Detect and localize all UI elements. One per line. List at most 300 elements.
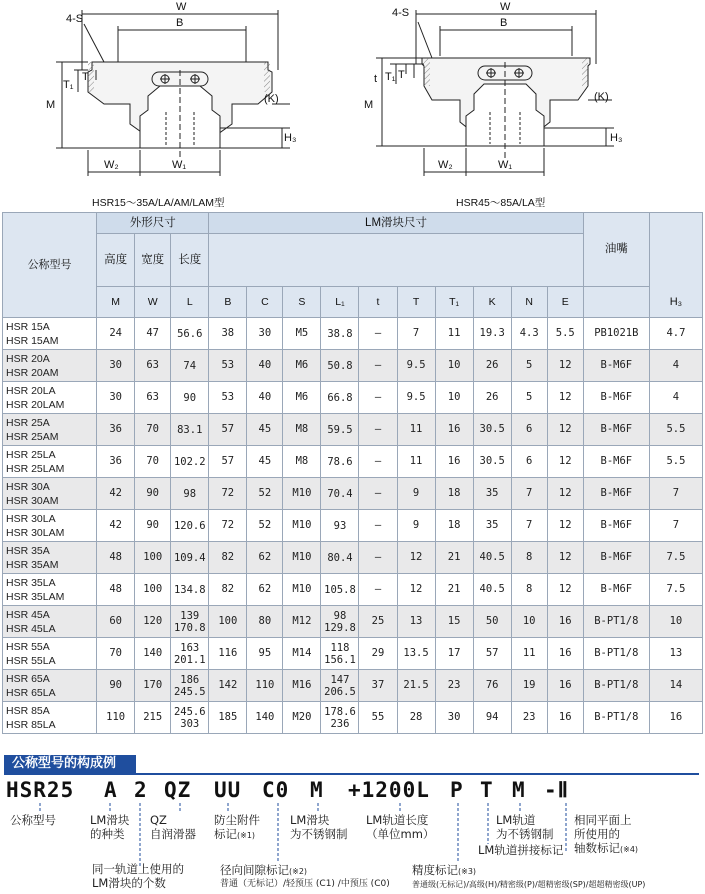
cell-t: 28 <box>397 702 435 734</box>
model-name: HSR 35AM <box>6 558 59 571</box>
table-row <box>3 350 703 382</box>
model-name: HSR 25LAM <box>6 462 65 475</box>
cell-k: 40.5 <box>473 542 511 574</box>
cell-oil: B-M6F <box>583 574 649 606</box>
cell-value: 201.1 <box>173 653 206 666</box>
cell-t: 55 <box>359 702 397 734</box>
symbol-B: B <box>209 287 247 318</box>
cell-l <box>171 574 209 606</box>
cell-b: 82 <box>209 542 247 574</box>
left-b-label: B <box>176 17 184 29</box>
explain-seal <box>214 813 260 843</box>
cell-l1 <box>321 542 359 574</box>
right-k-label: (K) <box>594 91 609 103</box>
cell-t: 13 <box>397 606 435 638</box>
cell-n: 8 <box>511 542 547 574</box>
cell-k: 30.5 <box>473 414 511 446</box>
cell-model <box>3 414 97 446</box>
cell-t: 9.5 <box>397 350 435 382</box>
cell-b: 100 <box>209 606 247 638</box>
cell-t1: 17 <box>435 638 473 670</box>
right-w1-label: W₁ <box>498 159 513 171</box>
cell-l1 <box>321 702 359 734</box>
cell-oil: B-M6F <box>583 478 649 510</box>
cell-e: 12 <box>547 478 583 510</box>
code-title-underline <box>4 773 699 775</box>
symbol-K: K <box>473 287 511 318</box>
cell-s: M5 <box>283 318 321 350</box>
explain-joint-rail: LM轨道拼接标记 <box>478 843 564 857</box>
explain-clearance <box>220 863 390 890</box>
cell-n: 5 <box>511 350 547 382</box>
cell-h3: 4.7 <box>649 318 702 350</box>
right-m-label: M <box>364 99 374 111</box>
cell-m: 48 <box>97 574 135 606</box>
cell-h3: 7 <box>649 478 702 510</box>
left-w2-label: W₂ <box>104 159 119 171</box>
cell-l1 <box>321 318 359 350</box>
cell-t: 9.5 <box>397 382 435 414</box>
block-dimensions-header: LM滑块尺寸 <box>209 213 583 234</box>
cell-m: 30 <box>97 382 135 414</box>
cell-h3: 7 <box>649 510 702 542</box>
model-name: HSR 30LA <box>6 512 56 525</box>
explain-rail-length-line2: （单位mm） <box>366 827 435 841</box>
outer-dimensions-header: 外形尺寸 <box>97 213 209 234</box>
cell-e: 16 <box>547 670 583 702</box>
cell-w: 120 <box>135 606 171 638</box>
cell-c: 45 <box>247 414 283 446</box>
left-4s-label: 4-S <box>66 13 84 25</box>
cell-k: 30.5 <box>473 446 511 478</box>
cell-k: 50 <box>473 606 511 638</box>
cell-model <box>3 318 97 350</box>
code-token-stainless-block: M <box>310 778 324 802</box>
cell-model <box>3 638 97 670</box>
cell-value: 147 <box>330 673 350 686</box>
cell-t1: 18 <box>435 510 473 542</box>
right-b-label: B <box>500 17 508 29</box>
explain-block-count-line1: 同一轨道上使用的 <box>92 862 184 876</box>
cell-n: 10 <box>511 606 547 638</box>
cell-t1: 16 <box>435 414 473 446</box>
cell-k: 26 <box>473 382 511 414</box>
explain-block-type-line2: 的种类 <box>90 827 125 841</box>
explain-clearance-detail: 普通（无标记）/轻预压 (C1) /中预压 (C0) <box>220 879 390 889</box>
cell-b: 82 <box>209 574 247 606</box>
table-row <box>3 574 703 606</box>
right-t-label: T <box>398 69 405 81</box>
symbol-E: E <box>547 287 583 318</box>
explain-rail-length <box>366 813 434 841</box>
cell-l <box>171 414 209 446</box>
explain-accuracy-note: (※3) <box>458 867 477 876</box>
cell-c: 95 <box>247 638 283 670</box>
cell-c: 110 <box>247 670 283 702</box>
explain-parallel-text: 轴数标记 <box>574 841 620 855</box>
cell-oil: B-M6F <box>583 382 649 414</box>
cell-t1: 23 <box>435 670 473 702</box>
explain-block-type <box>90 813 129 841</box>
cell-k: 94 <box>473 702 511 734</box>
model-name: HSR 20LA <box>6 384 56 397</box>
cell-oil: B-PT1/8 <box>583 670 649 702</box>
cell-n: 4.3 <box>511 318 547 350</box>
left-w-label: W <box>176 1 187 13</box>
cell-w: 63 <box>135 382 171 414</box>
explain-block-count <box>92 862 184 890</box>
cell-e: 16 <box>547 606 583 638</box>
cell-value: 303 <box>180 717 200 730</box>
model-header: 公称型号 <box>3 213 97 318</box>
cell-b: 53 <box>209 350 247 382</box>
cell-b: 142 <box>209 670 247 702</box>
cell-t: — <box>359 510 397 542</box>
explain-qz <box>150 813 196 841</box>
cell-m: 42 <box>97 478 135 510</box>
cell-s: M10 <box>283 574 321 606</box>
cell-h3: 4 <box>649 382 702 414</box>
cell-l <box>171 702 209 734</box>
explain-clearance-text: 径向间隙标记 <box>220 863 289 877</box>
cell-t: — <box>359 478 397 510</box>
explain-accuracy-detail: 普通级(无标记)/高级(H)/精密级(P)/超精密级(SP)/超超精密级(UP) <box>412 880 646 889</box>
cell-t: — <box>359 414 397 446</box>
cell-c: 40 <box>247 382 283 414</box>
right-w2-label: W₂ <box>438 159 453 171</box>
cell-model <box>3 350 97 382</box>
cell-l <box>171 382 209 414</box>
cell-w: 70 <box>135 414 171 446</box>
cell-t1: 21 <box>435 542 473 574</box>
cell-value: 105.8 <box>324 583 356 596</box>
table-row <box>3 510 703 542</box>
cell-l <box>171 510 209 542</box>
table-row <box>3 638 703 670</box>
cell-n: 11 <box>511 638 547 670</box>
model-name: HSR 85LA <box>6 718 56 731</box>
cell-w: 47 <box>135 318 171 350</box>
cell-t: — <box>359 542 397 574</box>
cell-oil: B-PT1/8 <box>583 606 649 638</box>
explain-qz-line2: 自润滑器 <box>150 827 196 841</box>
cell-l1 <box>321 574 359 606</box>
table-row <box>3 414 703 446</box>
right-cross-section <box>376 10 614 176</box>
cell-m: 36 <box>97 446 135 478</box>
cell-value: 134.8 <box>173 583 206 596</box>
cell-l <box>171 446 209 478</box>
code-token-seal: UU <box>214 778 242 802</box>
cell-e: 12 <box>547 382 583 414</box>
code-token-model: HSR25 <box>6 778 75 802</box>
cell-l <box>171 638 209 670</box>
cell-value: 83.1 <box>177 423 203 436</box>
cell-value: 93 <box>333 519 347 532</box>
explain-parallel-line1: 相同平面上 <box>574 813 632 827</box>
cell-value: 38.8 <box>327 327 353 340</box>
cell-n: 8 <box>511 574 547 606</box>
cell-value: 186 <box>180 673 200 686</box>
cell-l1 <box>321 446 359 478</box>
left-caption: HSR15～35A/LA/AM/LAM型 <box>92 197 225 209</box>
cell-m: 60 <box>97 606 135 638</box>
cross-section-diagrams <box>0 0 705 212</box>
cell-l1 <box>321 478 359 510</box>
cell-m: 48 <box>97 542 135 574</box>
symbol-S: S <box>283 287 321 318</box>
cell-oil: B-PT1/8 <box>583 638 649 670</box>
symbol-L: L <box>171 287 209 318</box>
cell-value: 118 <box>330 641 350 654</box>
cell-oil: B-M6F <box>583 414 649 446</box>
symbol-M: M <box>97 287 135 318</box>
cell-c: 80 <box>247 606 283 638</box>
left-h3-label: H₃ <box>284 132 297 144</box>
cell-t1: 30 <box>435 702 473 734</box>
code-token-clearance: C0 <box>262 778 290 802</box>
cell-l1 <box>321 382 359 414</box>
explain-accuracy-line1 <box>412 863 645 879</box>
cell-l1 <box>321 670 359 702</box>
table-row <box>3 318 703 350</box>
model-name: HSR 55A <box>6 640 50 653</box>
cell-c: 52 <box>247 510 283 542</box>
cell-value: 66.8 <box>327 391 353 404</box>
cell-value: 80.4 <box>327 551 353 564</box>
explain-rail-length-line1: LM轨道长度 <box>366 813 429 827</box>
cell-b: 57 <box>209 446 247 478</box>
explain-stainless-block-line1: LM滑块 <box>290 813 330 827</box>
cell-m: 42 <box>97 510 135 542</box>
cell-k: 26 <box>473 350 511 382</box>
cell-h3: 5.5 <box>649 414 702 446</box>
cell-t: 9 <box>397 478 435 510</box>
left-cross-section <box>56 10 290 176</box>
model-name: HSR 20LAM <box>6 398 65 411</box>
model-name: HSR 45A <box>6 608 50 621</box>
cell-model <box>3 574 97 606</box>
code-token-stainless-rail: M <box>512 778 526 802</box>
cell-t: 37 <box>359 670 397 702</box>
cell-k: 19.3 <box>473 318 511 350</box>
cell-m: 36 <box>97 414 135 446</box>
cell-value: 109.4 <box>173 551 206 564</box>
cell-s: M10 <box>283 510 321 542</box>
cell-s: M12 <box>283 606 321 638</box>
cell-l <box>171 670 209 702</box>
cell-w: 100 <box>135 574 171 606</box>
right-h3-label: H₃ <box>610 132 623 144</box>
cell-m: 30 <box>97 350 135 382</box>
symbol-T: T <box>397 287 435 318</box>
cell-h3: 4 <box>649 350 702 382</box>
model-name: HSR 25LA <box>6 448 56 461</box>
cell-oil: B-M6F <box>583 542 649 574</box>
table-row <box>3 542 703 574</box>
cell-e: 12 <box>547 350 583 382</box>
cell-value: 120.6 <box>173 519 206 532</box>
cell-oil: B-PT1/8 <box>583 702 649 734</box>
cell-model <box>3 446 97 478</box>
cell-b: 116 <box>209 638 247 670</box>
cell-value: 163 <box>180 641 200 654</box>
width-header: 宽度 <box>135 234 171 287</box>
cell-l1 <box>321 510 359 542</box>
cell-c: 62 <box>247 542 283 574</box>
right-4s-label: 4-S <box>392 7 410 19</box>
cell-value: 70.4 <box>327 487 353 500</box>
cell-k: 57 <box>473 638 511 670</box>
cell-value: 98 <box>333 609 347 622</box>
model-name: HSR 20A <box>6 352 50 365</box>
cell-m: 24 <box>97 318 135 350</box>
cell-s: M8 <box>283 414 321 446</box>
cell-b: 53 <box>209 382 247 414</box>
explain-stainless-block-line2: 为不锈钢制 <box>290 827 348 841</box>
explain-clearance-line1 <box>220 863 390 879</box>
cell-t: 13.5 <box>397 638 435 670</box>
oil-symbol-blank <box>583 287 649 318</box>
model-name: HSR 85A <box>6 704 50 717</box>
cell-e: 5.5 <box>547 318 583 350</box>
table-row <box>3 446 703 478</box>
code-token-block-count: 2 <box>134 778 148 802</box>
cell-model <box>3 382 97 414</box>
cell-value: 50.8 <box>327 359 353 372</box>
explain-accuracy <box>412 863 645 890</box>
cell-value: 236 <box>330 717 350 730</box>
table-row <box>3 478 703 510</box>
cell-value: 245.6 <box>173 705 206 718</box>
table-row <box>3 606 703 638</box>
cell-oil: B-M6F <box>583 446 649 478</box>
cell-oil: B-M6F <box>583 350 649 382</box>
cell-w: 170 <box>135 670 171 702</box>
cell-l <box>171 606 209 638</box>
cell-h3: 7.5 <box>649 542 702 574</box>
code-example-title: 公称型号的构成例 <box>4 755 136 773</box>
cell-e: 12 <box>547 446 583 478</box>
symbol-N: N <box>511 287 547 318</box>
cell-w: 70 <box>135 446 171 478</box>
explain-seal-line1: 防尘附件 <box>214 813 260 827</box>
cell-m: 90 <box>97 670 135 702</box>
cell-w: 100 <box>135 542 171 574</box>
cell-value: 56.6 <box>177 327 203 340</box>
code-token-block-type: A <box>104 778 118 802</box>
oil-nipple-header: 油嘴 <box>583 213 649 287</box>
cell-model <box>3 702 97 734</box>
cell-n: 6 <box>511 446 547 478</box>
cell-value: 170.8 <box>173 621 206 634</box>
cell-s: M6 <box>283 350 321 382</box>
model-name: HSR 25A <box>6 416 50 429</box>
model-name: HSR 35LA <box>6 576 56 589</box>
cell-c: 40 <box>247 350 283 382</box>
model-name: HSR 55LA <box>6 654 56 667</box>
explain-clearance-note: (※2) <box>289 867 308 876</box>
model-name: HSR 45LA <box>6 622 56 635</box>
cell-t: 9 <box>397 510 435 542</box>
cell-l <box>171 318 209 350</box>
cell-value: 78.6 <box>327 455 353 468</box>
explain-seal-text: 标记 <box>214 827 237 841</box>
cell-t: — <box>359 574 397 606</box>
cell-w: 140 <box>135 638 171 670</box>
cell-n: 19 <box>511 670 547 702</box>
code-token-accuracy: P <box>450 778 464 802</box>
cell-t: — <box>359 382 397 414</box>
left-t-label: T <box>82 71 89 83</box>
cell-t: 25 <box>359 606 397 638</box>
cell-k: 35 <box>473 510 511 542</box>
model-name: HSR 15A <box>6 320 50 333</box>
h3-header: H₃ <box>649 213 702 318</box>
cell-m: 70 <box>97 638 135 670</box>
cell-t1: 10 <box>435 350 473 382</box>
cell-l <box>171 478 209 510</box>
cell-model <box>3 606 97 638</box>
model-name: HSR 35LAM <box>6 590 65 603</box>
cell-t: 7 <box>397 318 435 350</box>
cell-oil: PB1021B <box>583 318 649 350</box>
cell-t1: 10 <box>435 382 473 414</box>
cell-value: 139 <box>180 609 200 622</box>
cell-value: 90 <box>183 391 197 404</box>
cell-s: M10 <box>283 542 321 574</box>
cell-n: 5 <box>511 382 547 414</box>
cell-t1: 21 <box>435 574 473 606</box>
cell-l1 <box>321 638 359 670</box>
cell-t: 11 <box>397 414 435 446</box>
symbol-L1: L₁ <box>321 287 359 318</box>
explain-block-count-line2: LM滑块的个数 <box>92 876 166 890</box>
cell-l1 <box>321 414 359 446</box>
explain-stainless-rail <box>496 813 554 841</box>
cell-e: 12 <box>547 574 583 606</box>
table-row <box>3 670 703 702</box>
cell-h3: 13 <box>649 638 702 670</box>
cell-h3: 10 <box>649 606 702 638</box>
model-name: HSR 25AM <box>6 430 59 443</box>
cell-t1: 15 <box>435 606 473 638</box>
specifications-body <box>3 318 703 734</box>
explain-seal-note: (※1) <box>237 831 256 840</box>
cell-c: 45 <box>247 446 283 478</box>
cell-h3: 7.5 <box>649 574 702 606</box>
code-token-rail-length: +1200L <box>348 778 430 802</box>
explain-stainless-block <box>290 813 348 841</box>
cell-c: 52 <box>247 478 283 510</box>
cell-t: — <box>359 446 397 478</box>
cell-t: — <box>359 350 397 382</box>
left-t1-label: T₁ <box>63 79 74 91</box>
cell-l <box>171 542 209 574</box>
cell-value: 74 <box>183 359 197 372</box>
model-name: HSR 20AM <box>6 366 59 379</box>
cell-s: M8 <box>283 446 321 478</box>
cell-l <box>171 350 209 382</box>
cell-e: 12 <box>547 542 583 574</box>
explain-stainless-rail-line2: 为不锈钢制 <box>496 827 554 841</box>
cell-model <box>3 542 97 574</box>
cell-s: M6 <box>283 382 321 414</box>
cell-e: 16 <box>547 702 583 734</box>
cell-e: 12 <box>547 510 583 542</box>
cell-n: 6 <box>511 414 547 446</box>
cell-k: 40.5 <box>473 574 511 606</box>
